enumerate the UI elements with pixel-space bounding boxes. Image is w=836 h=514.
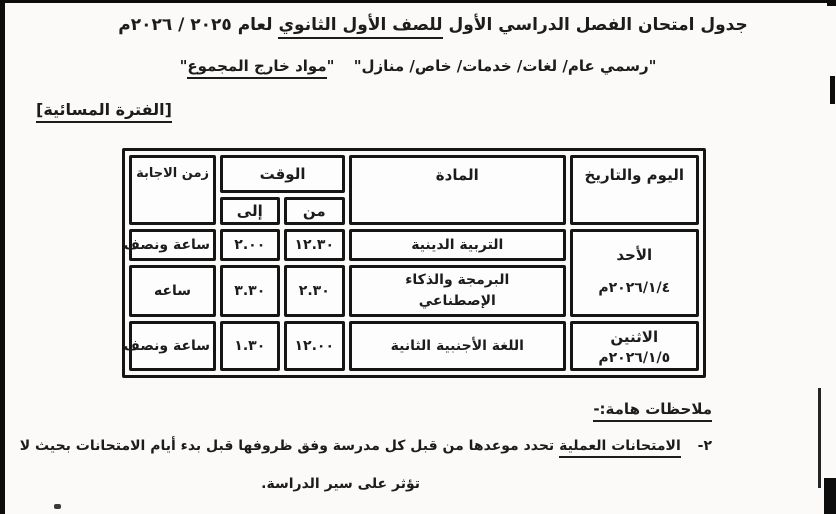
table-row-monday bbox=[129, 321, 699, 371]
note-2-line-1 bbox=[20, 438, 712, 454]
header-cell-subject: المادة bbox=[349, 155, 565, 225]
cell-duration-3: ساعة ونصف bbox=[129, 321, 216, 371]
subtitle-open-quote: " bbox=[326, 57, 335, 75]
scan-mark-top-right bbox=[827, 0, 836, 6]
notes-heading-text: ملاحظات هامة:- bbox=[593, 400, 712, 422]
header-cell-to: إلى bbox=[220, 197, 279, 225]
subtitle-underlined-out-of-total: مواد خارج المجموع bbox=[187, 57, 326, 79]
exam-table bbox=[125, 151, 703, 375]
subject-text: البرمجة والذكاء الإصطناعي bbox=[405, 272, 510, 309]
cell-to-3: ١.٣٠ bbox=[220, 321, 279, 371]
note-rest: تحدد موعدها من قبل كل مدرسة وفق ظروفها قبل بدء أيام الامتحانات بحيث لا bbox=[19, 438, 555, 454]
cell-subject-programming-ai bbox=[349, 265, 565, 317]
header-cell-from: من bbox=[284, 197, 346, 225]
cell-to-2: ٣.٣٠ bbox=[220, 265, 279, 317]
cell-subject-second-language: اللغة الأجنبية الثانية bbox=[349, 321, 565, 371]
header-cell-duration: زمن الاجابة bbox=[129, 155, 216, 225]
cell-to-1: ٢.٠٠ bbox=[220, 229, 279, 261]
cell-duration-1: ساعة ونصف bbox=[129, 229, 216, 261]
note-2-line-2: تؤثر على سير الدراسة. bbox=[261, 476, 420, 492]
cell-day-monday bbox=[570, 321, 699, 371]
exam-schedule-table bbox=[122, 148, 706, 378]
note-underlined-practical-exams: الامتحانات العملية bbox=[559, 438, 681, 458]
table-row-sunday-1 bbox=[129, 229, 699, 261]
cell-duration-2: ساعه bbox=[129, 265, 216, 317]
subtitle bbox=[0, 57, 836, 75]
scan-edge-top bbox=[0, 0, 836, 3]
subtitle-systems: "رسمي عام/ لغات/ خدمات/ خاص/ منازل" bbox=[353, 57, 657, 75]
title-pre: جدول امتحان الفصل الدراسي الأول bbox=[448, 15, 748, 35]
period-label bbox=[36, 100, 172, 119]
scan-mark-bottom-left bbox=[54, 504, 61, 509]
scan-mark-bottom-right bbox=[824, 478, 836, 514]
header-row-1 bbox=[129, 155, 699, 193]
scan-mark-right bbox=[830, 76, 835, 104]
title-post: لعام ٢٠٢٥ / ٢٠٢٦م bbox=[118, 15, 273, 35]
title-underlined-grade: للصف الأول الثانوي bbox=[278, 15, 442, 39]
day-name: الأحد bbox=[616, 246, 653, 264]
notes-heading bbox=[593, 400, 712, 418]
cell-from-1: ١٢.٣٠ bbox=[284, 229, 346, 261]
subtitle-close-quote: " bbox=[179, 57, 188, 75]
header-cell-time: الوقت bbox=[220, 155, 345, 193]
note-number: ٢- bbox=[697, 438, 712, 454]
header-cell-day-date: اليوم والتاريخ bbox=[570, 155, 699, 225]
day-date: ٢٠٢٦/١/٤م bbox=[598, 280, 671, 296]
page-title bbox=[30, 15, 836, 35]
scan-line-right-lower bbox=[818, 388, 821, 488]
cell-from-2: ٢.٣٠ bbox=[284, 265, 346, 317]
cell-subject-religion: التربية الدينية bbox=[349, 229, 565, 261]
period-label-text: [الفترة المسائية] bbox=[36, 100, 172, 123]
cell-from-3: ١٢.٠٠ bbox=[284, 321, 346, 371]
scan-edge-left bbox=[0, 0, 5, 514]
day-name: الاثنين bbox=[610, 328, 659, 346]
day-date: ٢٠٢٦/١/٥م bbox=[598, 350, 671, 366]
cell-day-sunday bbox=[570, 229, 699, 317]
